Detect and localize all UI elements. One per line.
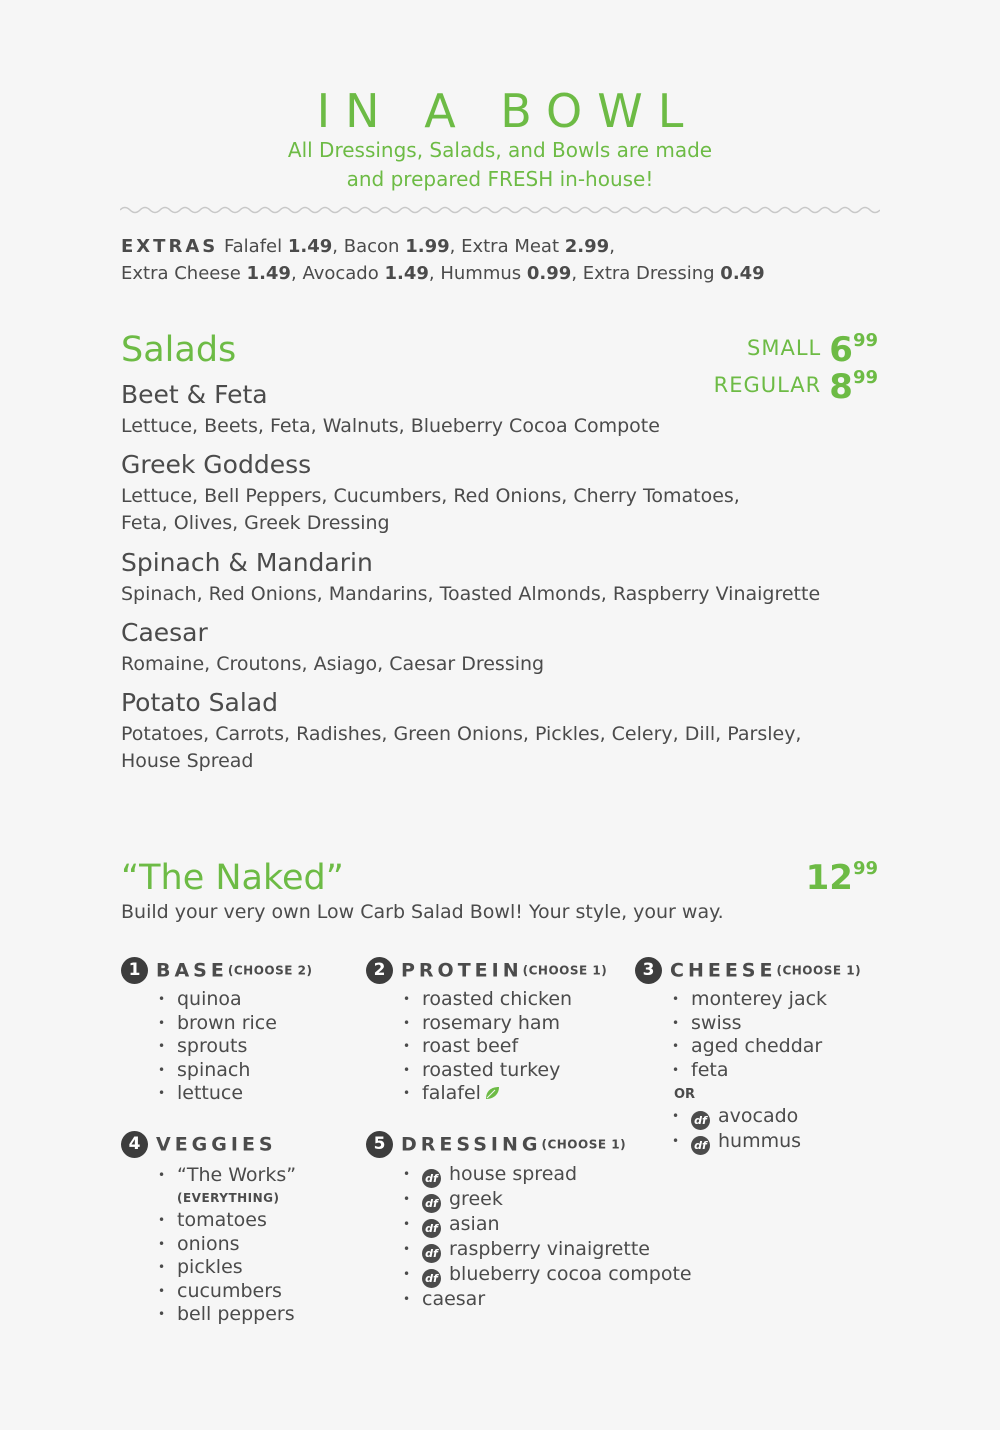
extras-section [121, 233, 921, 287]
naked-description: Build your very own Low Carb Salad Bowl! Your style, your way. [121, 901, 724, 923]
or-label: OR [674, 1087, 696, 1102]
dairy-free-icon: df [422, 1219, 441, 1238]
list-item: • feta [672, 1059, 827, 1083]
list-item: • lettuce [158, 1082, 277, 1106]
dairy-free-icon: df [691, 1111, 710, 1130]
list-item: • aged cheddar [672, 1035, 827, 1059]
list-item: • roast beef [403, 1035, 572, 1059]
dairy-free-icon: df [422, 1244, 441, 1263]
list-item: • df blueberry cocoa compote [403, 1263, 692, 1288]
step-number-badge: 1 [121, 957, 148, 984]
extra-item: Extra Cheese 1.49, [121, 263, 297, 284]
step-cheese-header: 3 CHEESE(CHOOSE 1) [635, 957, 861, 984]
step-number-badge: 4 [121, 1131, 148, 1158]
naked-heading: “The Naked” [121, 858, 344, 898]
salad-desc: Lettuce, Beets, Feta, Walnuts, Blueberry Cocoa Compote [121, 415, 660, 437]
extras-label: EXTRAS [121, 236, 219, 257]
list-item: • roasted turkey [403, 1059, 572, 1083]
list-item: • swiss [672, 1012, 827, 1036]
list-item: • rosemary ham [403, 1012, 572, 1036]
naked-price: $12^{99}$ [805, 858, 878, 898]
page-title: IN A BOWL [316, 84, 699, 138]
regular-price: REGULAR $8^{99}$ [713, 367, 878, 407]
salad-desc: Lettuce, Bell Peppers, Cucumbers, Red Onions, Cherry Tomatoes, Feta, Olives, Greek Dressing [121, 485, 740, 534]
salad-name: Greek Goddess [121, 450, 312, 479]
step-veggies-header: 4 VEGGIES [121, 1131, 277, 1158]
list-item: • df hummus [672, 1130, 801, 1155]
salad-desc: Romaine, Croutons, Asiago, Caesar Dressing [121, 653, 545, 675]
salads-heading: Salads [121, 330, 237, 370]
extra-item: Extra Dressing 0.49 [582, 263, 765, 284]
dairy-free-icon: df [422, 1269, 441, 1288]
step-number-badge: 3 [635, 957, 662, 984]
list-item: • brown rice [158, 1012, 277, 1036]
list-item: • spinach [158, 1059, 277, 1083]
salad-desc: Spinach, Red Onions, Mandarins, Toasted Almonds, Raspberry Vinaigrette [121, 583, 821, 605]
extra-item: Hummus 0.99, [440, 263, 578, 284]
small-price: SMALL $6^{99}$ [747, 330, 878, 370]
dairy-free-icon: df [422, 1169, 441, 1188]
step-number-badge: 2 [366, 957, 393, 984]
extra-item: Avocado 1.49, [302, 263, 435, 284]
list-item: • sprouts [158, 1035, 277, 1059]
list-item: • onions [158, 1233, 296, 1257]
step-number-badge: 5 [366, 1131, 393, 1158]
page-subtitle [0, 136, 1000, 194]
dairy-free-icon: df [422, 1194, 441, 1213]
extra-item: Falafel 1.49, [223, 236, 339, 257]
list-item: • tomatoes [158, 1209, 296, 1233]
step-base-header: 1 BASE(CHOOSE 2) [121, 957, 312, 984]
list-item: • quinoa [158, 988, 277, 1012]
extra-item: Extra Meat 2.99, [461, 236, 615, 257]
list-item: • df avocado [672, 1105, 801, 1130]
base-options [158, 988, 277, 1106]
subtitle-line: All Dressings, Salads, and Bowls are made [287, 138, 713, 162]
list-item: • “The Works” (EVERYTHING) [158, 1165, 296, 1209]
extra-item: Bacon 1.99, [343, 236, 456, 257]
list-item: • cucumbers [158, 1280, 296, 1304]
salad-name: Beet & Feta [121, 380, 268, 409]
cheese-options [672, 988, 827, 1082]
step-protein-header: 2 PROTEIN(CHOOSE 1) [366, 957, 607, 984]
dairy-free-icon: df [691, 1136, 710, 1155]
list-item: • monterey jack [672, 988, 827, 1012]
protein-options [403, 988, 572, 1106]
list-item: • roasted chicken [403, 988, 572, 1012]
leaf-icon [484, 1085, 500, 1101]
list-item: • df asian [403, 1213, 692, 1238]
list-item: • df raspberry vinaigrette [403, 1238, 692, 1263]
dressing-options [403, 1163, 692, 1312]
salad-name: Potato Salad [121, 688, 278, 717]
subtitle-line: and prepared FRESH in-house! [346, 167, 654, 191]
salad-name: Caesar [121, 618, 208, 647]
list-item: • df greek [403, 1188, 692, 1213]
wavy-divider [120, 203, 880, 217]
cheese-df-options [672, 1105, 801, 1155]
list-item: • bell peppers [158, 1303, 296, 1327]
step-dressing-header: 5 DRESSING(CHOOSE 1) [366, 1131, 626, 1158]
salad-name: Spinach & Mandarin [121, 548, 373, 577]
list-item: • pickles [158, 1256, 296, 1280]
veggies-options [158, 1165, 296, 1327]
list-item: • falafel [403, 1082, 572, 1106]
list-item: • df house spread [403, 1163, 692, 1188]
list-item: • caesar [403, 1288, 692, 1312]
salad-desc: Potatoes, Carrots, Radishes, Green Onions, Pickles, Celery, Dill, Parsley, House Spread [121, 723, 802, 772]
